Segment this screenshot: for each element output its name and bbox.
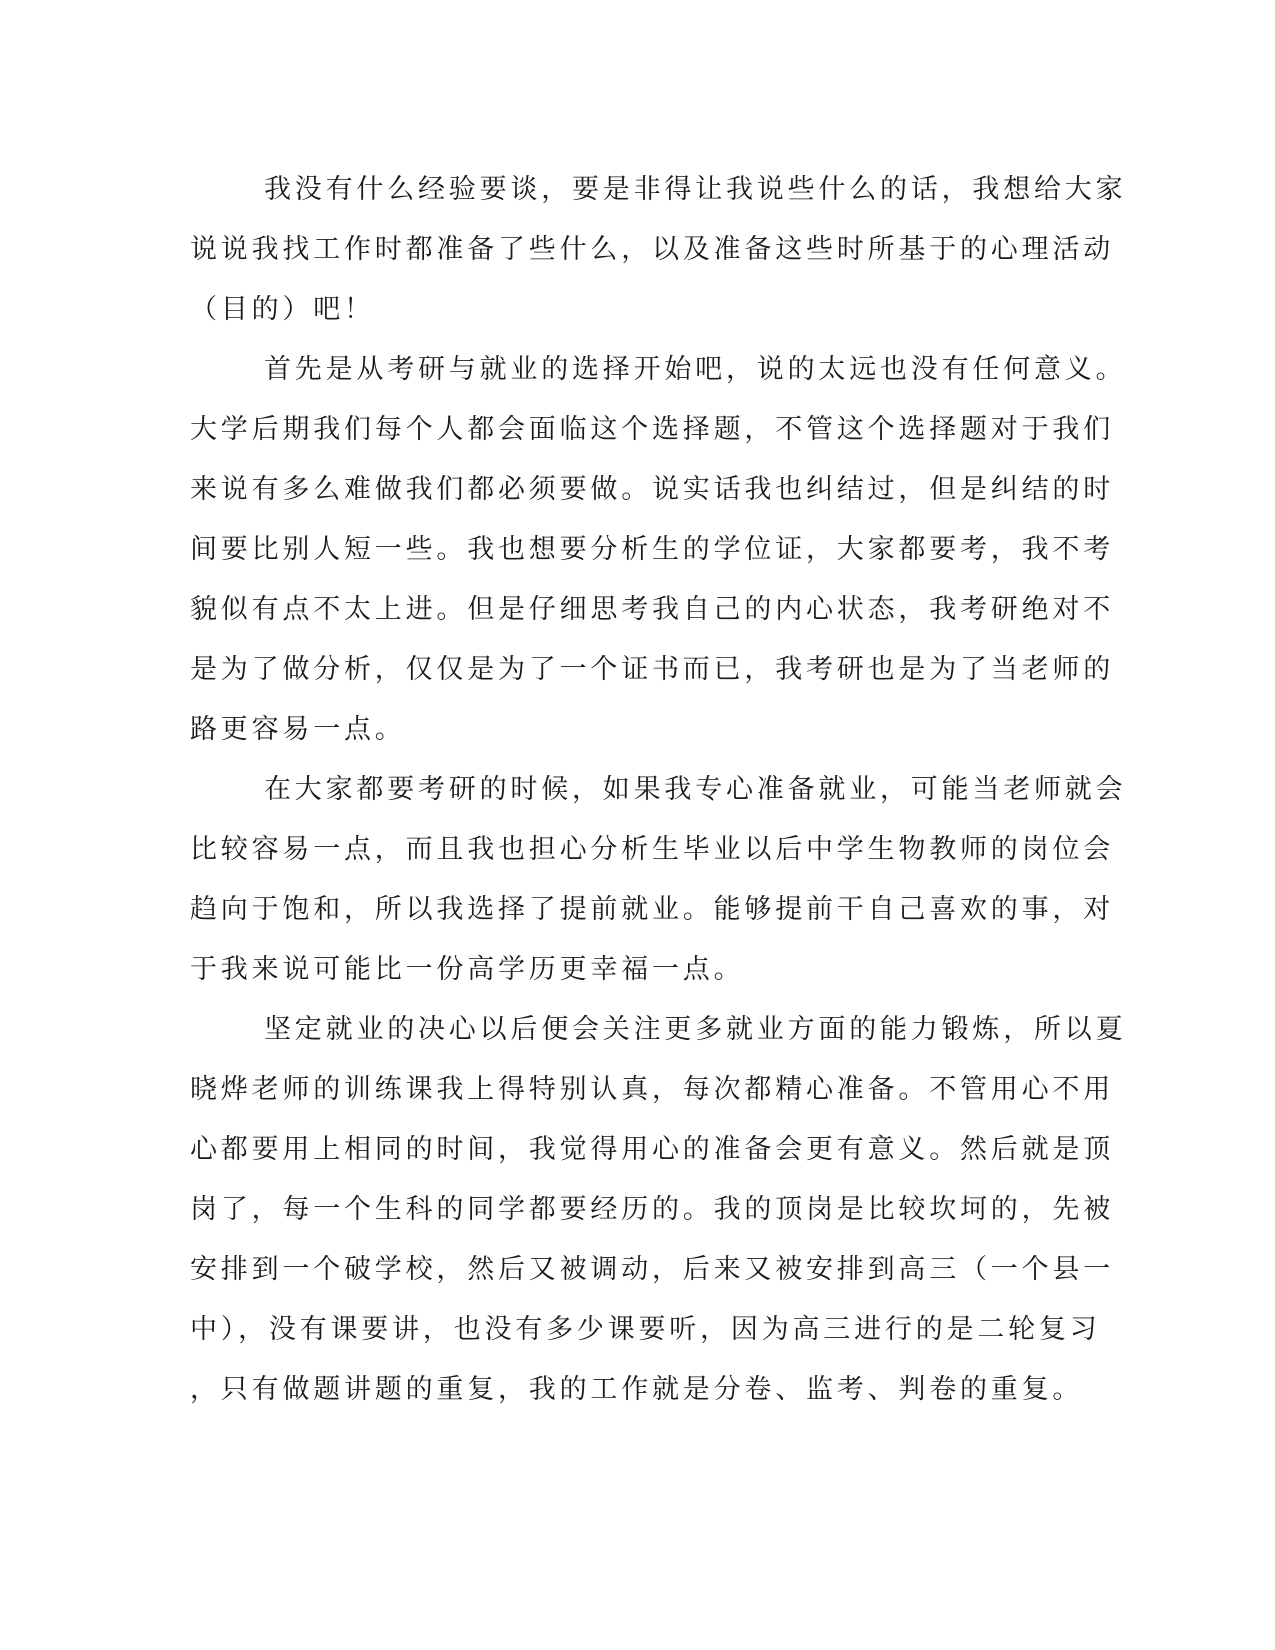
- paragraph-line: 在大家都要考研的时候，如果我专心准备就业，可能当老师就会: [264, 774, 1127, 805]
- paragraph-line: 心都要用上相同的时间，我觉得用心的准备会更有意义。然后就是顶: [190, 1134, 1114, 1165]
- paragraph-line: 我没有什么经验要谈，要是非得让我说些什么的话，我想给大家: [264, 174, 1127, 205]
- paragraph-2: [190, 340, 1127, 760]
- paragraph-line: 间要比别人短一些。我也想要分析生的学位证，大家都要考，我不考: [190, 534, 1114, 565]
- paragraph-line: 于我来说可能比一份高学历更幸福一点。: [190, 954, 745, 985]
- paragraph-line: 晓烨老师的训练课我上得特别认真，每次都精心准备。不管用心不用: [190, 1074, 1114, 1105]
- paragraph-line: 中），没有课要讲，也没有多少课要听，因为高三进行的是二轮复习: [190, 1314, 1101, 1345]
- paragraph-line: 说说我找工作时都准备了些什么，以及准备这些时所基于的心理活动: [190, 234, 1114, 265]
- paragraph-line: 路更容易一点。: [190, 714, 406, 745]
- paragraph-line: 来说有多么难做我们都必须要做。说实话我也纠结过，但是纠结的时: [190, 474, 1114, 505]
- paragraph-line: ，只有做题讲题的重复，我的工作就是分卷、监考、判卷的重复。: [190, 1374, 1084, 1405]
- paragraph-line: 是为了做分析，仅仅是为了一个证书而已，我考研也是为了当老师的: [190, 654, 1114, 685]
- paragraph-line: 岗了，每一个生科的同学都要经历的。我的顶岗是比较坎坷的，先被: [190, 1194, 1114, 1225]
- paragraph-3: [190, 760, 1127, 1000]
- document-body: [190, 160, 1127, 1420]
- paragraph-line: 安排到一个破学校，然后又被调动，后来又被安排到高三（一个县一: [190, 1254, 1114, 1285]
- paragraph-line: 大学后期我们每个人都会面临这个选择题，不管这个选择题对于我们: [190, 414, 1114, 445]
- paragraph-line: 趋向于饱和，所以我选择了提前就业。能够提前干自己喜欢的事，对: [190, 894, 1114, 925]
- paragraph-line: 貌似有点不太上进。但是仔细思考我自己的内心状态，我考研绝对不: [190, 594, 1114, 625]
- paragraph-line: 坚定就业的决心以后便会关注更多就业方面的能力锻炼，所以夏: [264, 1014, 1127, 1045]
- paragraph-line: 首先是从考研与就业的选择开始吧，说的太远也没有任何意义。: [264, 354, 1127, 385]
- paragraph-4: [190, 1000, 1127, 1420]
- paragraph-line: （目的）吧！: [190, 294, 375, 325]
- paragraph-line: 比较容易一点，而且我也担心分析生毕业以后中学生物教师的岗位会: [190, 834, 1114, 865]
- paragraph-1: [190, 160, 1127, 340]
